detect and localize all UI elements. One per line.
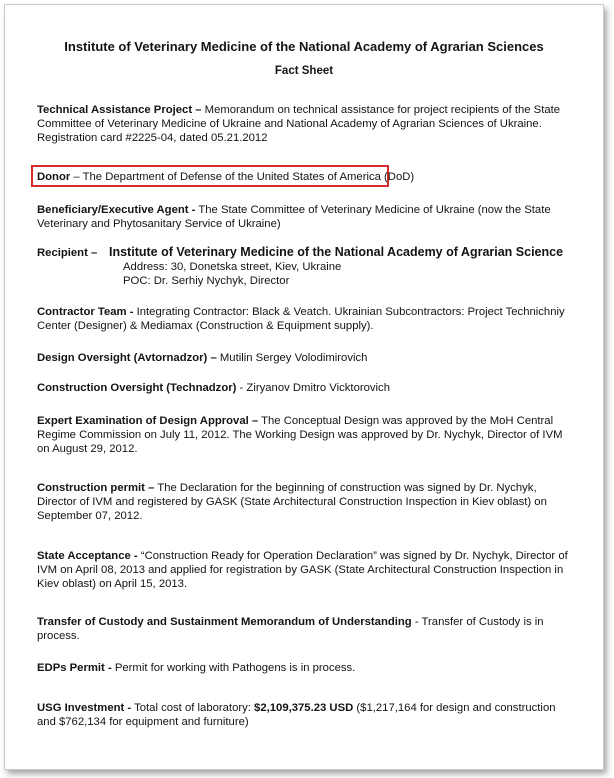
- section-text: The Declaration for the beginning of construction was signed by Dr. Nychyk, Director of IVM and registered by GASK (State Architectural Construction Inspection in Kiev oblast) on September 07, 2012.: [37, 482, 547, 522]
- document-page: [4, 4, 604, 770]
- document-subtitle: Fact Sheet: [274, 65, 334, 77]
- section-technical-assistance: [37, 103, 577, 145]
- section-label: Contractor Team -: [37, 306, 134, 318]
- section-design-oversight: [37, 351, 577, 365]
- section-label: Donor: [37, 171, 71, 183]
- section-text: Integrating Contractor: Black & Veatch. Ukrainian Subcontractors: Project Technichniy Center (Designer) & Mediamax (Construction & Equipment supply).: [37, 306, 565, 332]
- section-label: Expert Examination of Design Approval –: [37, 415, 259, 427]
- section-text: Total cost of laboratory:: [131, 702, 255, 714]
- section-label: Design Oversight (Avtornadzor) –: [37, 352, 217, 364]
- section-label: Beneficiary/Executive Agent -: [37, 204, 196, 216]
- section-label: Technical Assistance Project –: [37, 104, 202, 116]
- section-contractor-team: [37, 305, 577, 333]
- section-usg-investment: [37, 701, 577, 729]
- section-text: ($1,217,164 for design and construction and $762,134 for equipment and furniture): [37, 702, 556, 728]
- section-edps-permit: [37, 661, 577, 675]
- section-construction-permit: [37, 481, 577, 523]
- section-label: EDPs Permit -: [37, 662, 112, 674]
- section-label: State Acceptance -: [37, 550, 138, 562]
- recipient-poc: POC: Dr. Serhiy Nychyk, Director: [123, 275, 290, 287]
- document-title: Institute of Veterinary Medicine of the National Academy of Agrarian Sciences: [64, 39, 544, 54]
- section-text: Permit for working with Pathogens is in process.: [111, 662, 356, 674]
- recipient-label: Recipient –: [37, 247, 98, 259]
- section-transfer-of-custody: [37, 615, 577, 643]
- section-donor: [37, 170, 577, 184]
- section-beneficiary: [37, 203, 577, 231]
- section-label: Construction Oversight (Technadzor): [37, 382, 237, 394]
- section-text: “Construction Ready for Operation Declaration” was signed by Dr. Nychyk, Director of IVM on April 08, 2013 and applied for registration by GASK (State Architectural Construction Inspection in Kiev oblast) on April 15, 2013.: [37, 550, 568, 590]
- recipient-address: Address: 30, Donetska street, Kiev, Ukraine: [123, 261, 342, 273]
- section-text: - Transfer of Custody is in process.: [37, 616, 544, 642]
- section-text: The Conceptual Design was approved by the MoH Central Regime Commission on July 11, 2012. The Working Design was approved by Dr. Nychyk, Director of IVM on August 29, 2012.: [37, 415, 563, 455]
- section-label: Construction permit –: [37, 482, 155, 494]
- section-expert-examination: [37, 414, 577, 456]
- section-text: Memorandum on technical assistance for project recipients of the State Committee of Veterinary Medicine of Ukraine and National Academy of Agrarian Sciences of Ukraine. Registration card #2225-04, dated 05.21.2012: [37, 104, 561, 144]
- section-text: – The Department of Defense of the United States of America (DoD): [70, 171, 415, 183]
- section-label: Transfer of Custody and Sustainment Memorandum of Understanding: [37, 616, 412, 628]
- section-text: - Ziryanov Dmitro Vicktorovich: [236, 382, 390, 394]
- investment-amount: $2,109,375.23 USD: [254, 702, 354, 714]
- section-label: USG Investment -: [37, 702, 132, 714]
- section-text: Mutilin Sergey Volodimirovich: [216, 352, 368, 364]
- section-state-acceptance: [37, 549, 577, 591]
- section-text: The State Committee of Veterinary Medicine of Ukraine (now the State Veterinary and Phytosanitary Service of Ukraine): [37, 204, 551, 230]
- section-construction-oversight: [37, 381, 577, 395]
- recipient-name: Institute of Veterinary Medicine of the National Academy of Agrarian Science: [109, 245, 564, 259]
